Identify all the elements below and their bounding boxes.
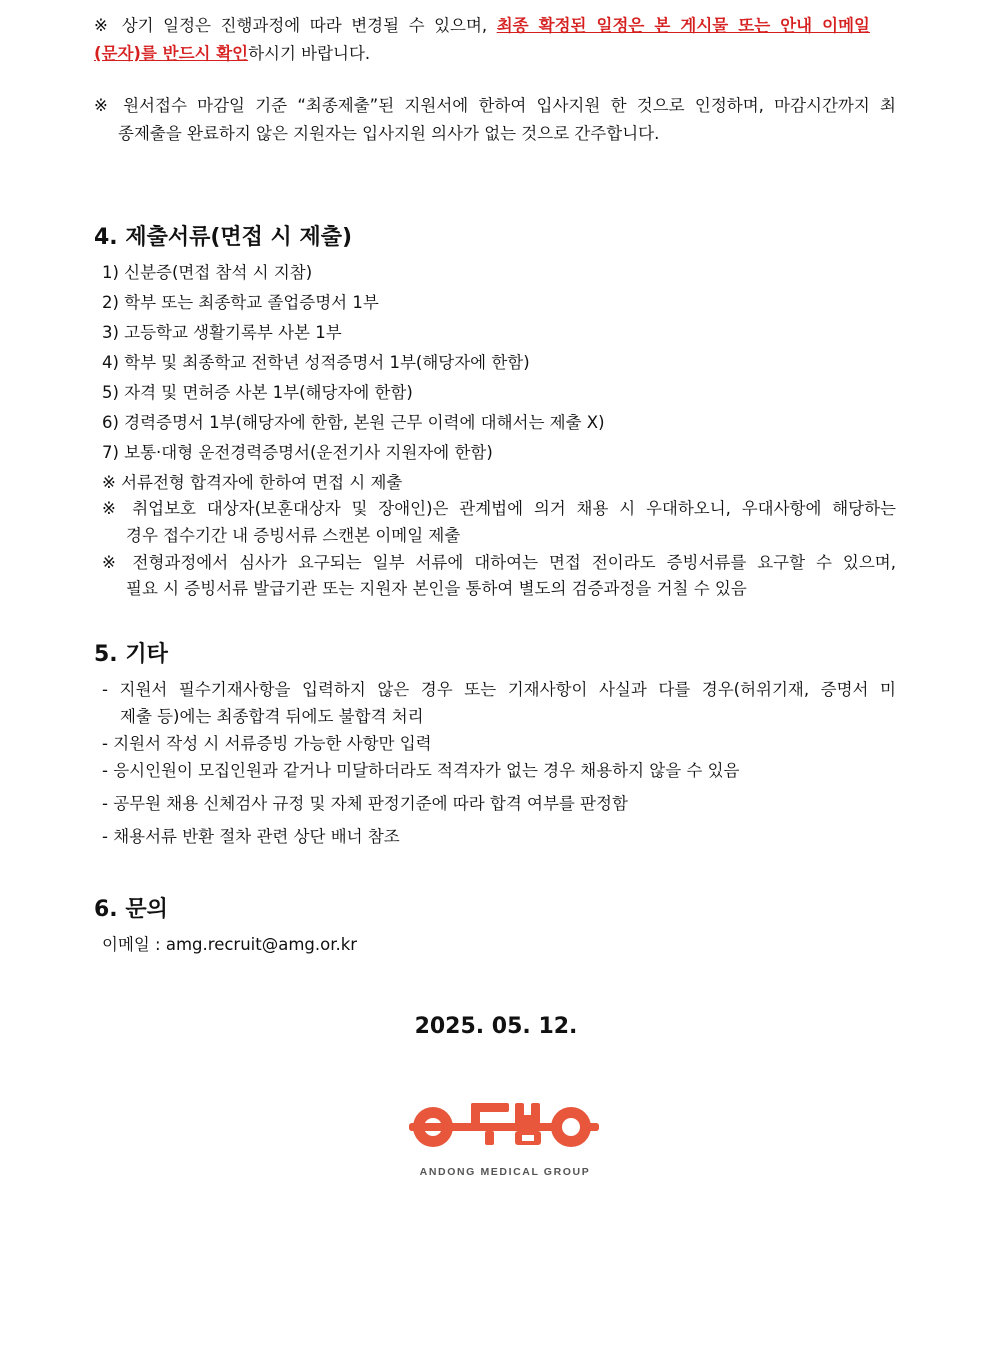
- final-submit-notice-line1: ※ 원서접수 마감일 기준 “최종제출”된 지원서에 한하여 입사지원 한 것으로 인정하며, 마감시간까지 최: [94, 96, 896, 115]
- notice-text: ※ 상기 일정은 진행과정에 따라 변경될 수 있으며,: [94, 16, 497, 35]
- andong-medical-group-logo: [405, 1095, 605, 1185]
- schedule-notice-line2: [94, 43, 370, 65]
- section-4-note-cont: 필요 시 증빙서류 발급기관 또는 지원자 본인을 통하여 별도의 검증과정을 거칠 수 있음: [126, 579, 747, 598]
- contact-email: 이메일 : amg.recruit@amg.or.kr: [102, 935, 358, 954]
- list-item: - 지원서 필수기재사항을 입력하지 않은 경우 또는 기재사항이 사실과 다를 경우(허위기재, 증명서 미: [102, 680, 896, 699]
- list-item: 4) 학부 및 최종학교 전학년 성적증명서 1부(해당자에 한함): [102, 353, 530, 372]
- section-5-heading: 5. 기타: [94, 642, 168, 667]
- final-submit-notice-line2: 종제출을 완료하지 않은 지원자는 입사지원 의사가 없는 것으로 간주합니다.: [118, 124, 660, 143]
- notice-highlight: 최종 확정된 일정은 본 게시물 또는 안내 이메일: [496, 16, 870, 35]
- section-4-note-cont: 경우 접수기간 내 증빙서류 스캔본 이메일 제출: [126, 526, 461, 545]
- list-item: 6) 경력증명서 1부(해당자에 한함, 본원 근무 이력에 대해서는 제출 X): [102, 413, 605, 432]
- section-4-note: ※ 서류전형 합격자에 한하여 면접 시 제출: [102, 473, 403, 492]
- section-6-heading: 6. 문의: [94, 897, 168, 922]
- list-item: 7) 보통·대형 운전경력증명서(운전기사 지원자에 한함): [102, 443, 493, 462]
- schedule-notice-line1: [94, 15, 870, 37]
- list-item-cont: 제출 등)에는 최종합격 뒤에도 불합격 처리: [120, 707, 424, 726]
- list-item: - 공무원 채용 신체검사 규정 및 자체 판정기준에 따라 합격 여부를 판정함: [102, 794, 628, 813]
- document-date: 2025. 05. 12.: [414, 1014, 578, 1039]
- list-item: - 지원서 작성 시 서류증빙 가능한 사항만 입력: [102, 734, 432, 753]
- section-4-note: ※ 취업보호 대상자(보훈대상자 및 장애인)은 관계법에 의거 채용 시 우대하오니, 우대사항에 해당하는: [102, 499, 896, 518]
- list-item: - 채용서류 반환 절차 관련 상단 배너 참조: [102, 827, 400, 846]
- notice-text: 하시기 바랍니다.: [248, 44, 371, 63]
- notice-highlight: (문자)를 반드시 확인: [94, 44, 249, 63]
- section-4-note: ※ 전형과정에서 심사가 요구되는 일부 서류에 대하여는 면접 전이라도 증빙서류를 요구할 수 있으며,: [102, 553, 896, 572]
- list-item: 5) 자격 및 면허증 사본 1부(해당자에 한함): [102, 383, 413, 402]
- list-item: - 응시인원이 모집인원과 같거나 미달하더라도 적격자가 없는 경우 채용하지 않을 수 있음: [102, 761, 740, 780]
- section-4-heading: 4. 제출서류(면접 시 제출): [94, 225, 353, 250]
- logo-text: ANDONG MEDICAL GROUP: [419, 1166, 591, 1178]
- list-item: 1) 신분증(면접 참석 시 지참): [102, 263, 313, 282]
- list-item: 3) 고등학교 생활기록부 사본 1부: [102, 323, 342, 342]
- list-item: 2) 학부 또는 최종학교 졸업증명서 1부: [102, 293, 379, 312]
